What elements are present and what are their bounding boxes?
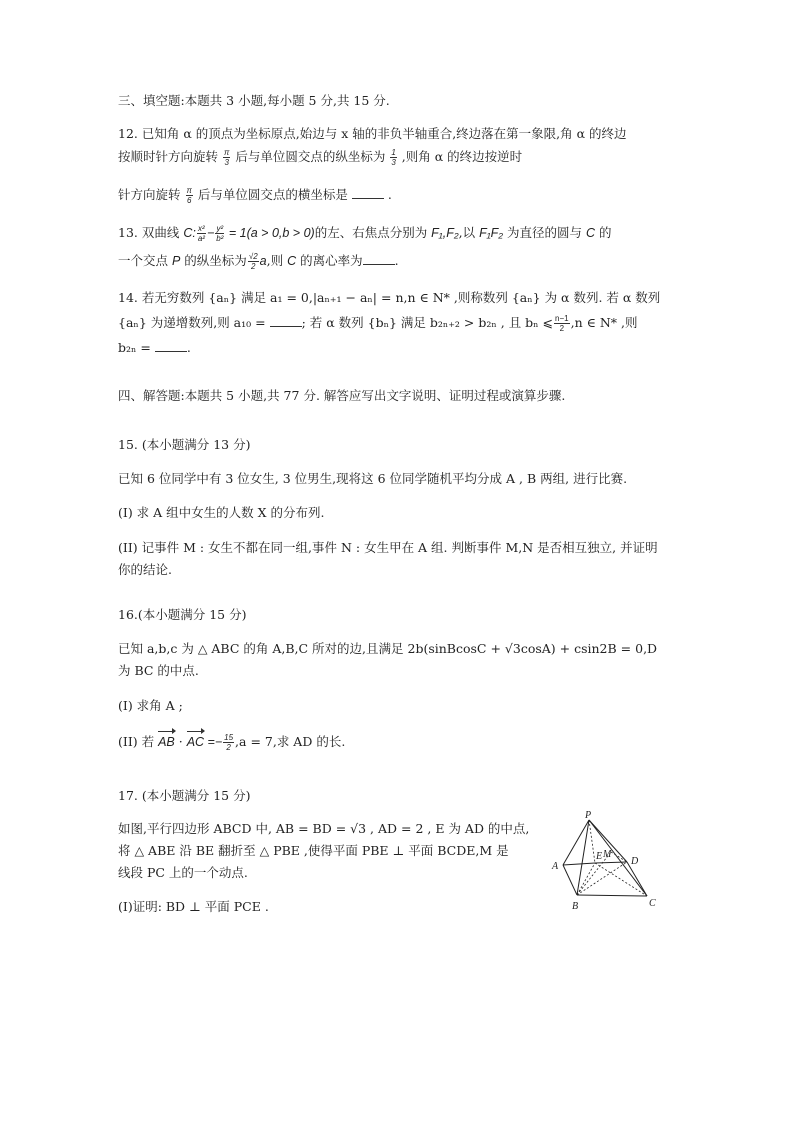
q14-answer-blank-1[interactable] [270,314,302,327]
q14-line-1: 14. 若无穷数列 {aₙ} 满足 a₁ = 0,|aₙ₊₁ − aₙ| = n,n ∈ N* ,则称数列 {aₙ} 为 α 数列. 若 α 数列 [118,290,661,305]
q13-curve-name: C [586,226,596,240]
q12-text: 针方向旋转 [118,187,181,202]
q12-text: 后与单位圆交点的横坐标是 [197,187,348,202]
q14-text: ,n ∈ N* ,则 [570,315,638,330]
q13-text: 一个交点 [118,253,172,268]
q12-line-2 [118,148,522,167]
q13-curve-name: C [287,254,297,268]
q13-fraction-root2: $\frac{√2}{2}$ [248,252,258,271]
section-4-header: 四、解答题:本题共 5 小题,共 77 分. 解答应写出文字说明、证明过程或演算步骤. [118,388,566,403]
q15-title: 15. (本小题满分 13 分) [118,437,251,452]
q15-stem: 已知 6 位同学中有 3 位女生, 3 位男生,现将这 6 位同学随机平均分成 A , B 两组, 进行比赛. [118,471,628,486]
q16-dot: · [174,734,187,749]
q16-vector-ac: AC [186,735,205,749]
q16-equals: =− [204,735,223,749]
q13-text: ,以 [458,225,480,240]
q13-var-a: a [259,254,267,268]
q16-part-2 [118,733,345,752]
q14-line-3 [118,339,191,357]
q13-point-p: P [171,254,181,268]
q16-text: ,a = 7,求 AD 的长. [235,734,346,749]
q17-line-2: 将 △ ABE 沿 BE 翻折至 △ PBE ,使得平面 PBE ⊥ 平面 BCDE,M 是 [118,843,509,858]
q13-text: . [394,253,399,268]
edge-ab [563,865,577,895]
q16-part-1: (I) 求角 A ; [118,698,183,713]
q12-fraction-pi-6: $\frac{\pi}{6}$ [186,186,192,205]
q17-title: 17. (本小题满分 15 分) [118,788,251,803]
edge-bc [577,895,647,896]
q12-fraction-1-3: $\frac{1}{3}$ [391,148,396,167]
q13-minus: − [206,226,215,240]
q12-line-1: 12. 已知角 α 的顶点为坐标原点,始边与 x 轴的非负半轴重合,终边落在第一象限,角 α 的终边 [118,126,627,141]
edge-cd [627,862,647,896]
label-p: P [585,810,592,821]
q13-line-2 [118,252,399,271]
q17-line-1: 如图,平行四边形 ABCD 中, AB = BD = √3 , AD = 2 , E 为 AD 的中点, [118,821,530,836]
q12-text: 按顺时针方向旋转 [118,149,219,164]
edge-ae [563,863,595,865]
q12-line-3 [118,186,392,205]
q14-text: {aₙ} 为递增数列,则 a₁₀ = [118,315,270,330]
q12-text: . [387,187,392,202]
q13-text: 的 [595,225,612,240]
q13-text: 的左、右焦点分别为 [314,225,432,240]
q15-part-1: (I) 求 A 组中女生的人数 X 的分布列. [118,505,325,520]
q13-text: ,则 [266,253,288,268]
q14-answer-blank-2[interactable] [155,339,187,352]
dashed-ec [595,863,647,896]
q13-text: 为直径的圆与 [503,225,587,240]
q13-answer-blank[interactable] [363,252,395,265]
q13-fraction-y: $\frac{\text{y²}}{\text{b²}}$ [216,224,224,243]
q12-text: ,则角 α 的终边按逆时 [401,149,523,164]
q12-text: 后与单位圆交点的纵坐标为 [235,149,386,164]
q16-stem-line-1: 已知 a,b,c 为 △ ABC 的角 A,B,C 所对的边,且满足 2b(sinBcosC + √3cosA) + csin2B = 0,D [118,641,658,656]
q16-text: (II) 若 [118,734,159,749]
label-e: E [596,851,603,862]
q15-part-2-line-1: (II) 记事件 M : 女生不都在同一组,事件 N : 女生甲在 A 组. 判断事件 M,N 是否相互独立, 并证明 [118,540,658,555]
q12-fraction-pi-3: $\frac{\pi}{3}$ [224,148,230,167]
q13-text: 的纵坐标为 [180,253,247,268]
section-3-header: 三、填空题:本题共 3 小题,每小题 5 分,共 15 分. [118,93,390,108]
q13-curve-label: C: [183,226,196,240]
q14-text: b₂ₙ = [118,340,155,355]
label-b: B [572,901,579,912]
q16-fraction: $\frac{15}{2}$ [224,733,234,752]
q17-part-1: (I)证明: BD ⊥ 平面 PCE . [118,899,269,914]
q12-answer-blank[interactable] [352,186,384,199]
q13-equation: = 1(a > 0,b > 0) [225,226,315,240]
q17-line-3: 线段 PC 上的一个动点. [118,865,248,880]
label-d: D [631,856,639,867]
q15-part-2-line-2: 你的结论. [118,562,172,577]
q14-text: ; 若 α 数列 {bₙ} 满足 b₂ₙ₊₂ > b₂ₙ , 且 bₙ ⩽ [301,315,554,330]
q17-geometry-figure [545,808,675,918]
q16-title: 16.(本小题满分 15 分) [118,607,247,622]
q16-vector-ab: AB [158,735,175,749]
q13-fraction-x: $\frac{\text{x²}}{\text{a²}}$ [197,224,205,243]
q13-text: 13. 双曲线 [118,225,184,240]
q16-stem-line-2: 为 BC 的中点. [118,663,199,678]
label-a: A [552,861,559,872]
q13-diameter: F₁F₂ [479,226,504,240]
q14-line-2 [118,314,637,333]
label-c: C [649,898,656,909]
label-m: M [603,849,612,860]
q14-text: . [186,340,191,355]
q13-line-1 [118,224,612,243]
q13-text: 的离心率为 [296,253,363,268]
q13-foci: F₁,F₂ [431,226,459,240]
q14-fraction: $\frac{n-1}{2}$ [555,314,569,333]
